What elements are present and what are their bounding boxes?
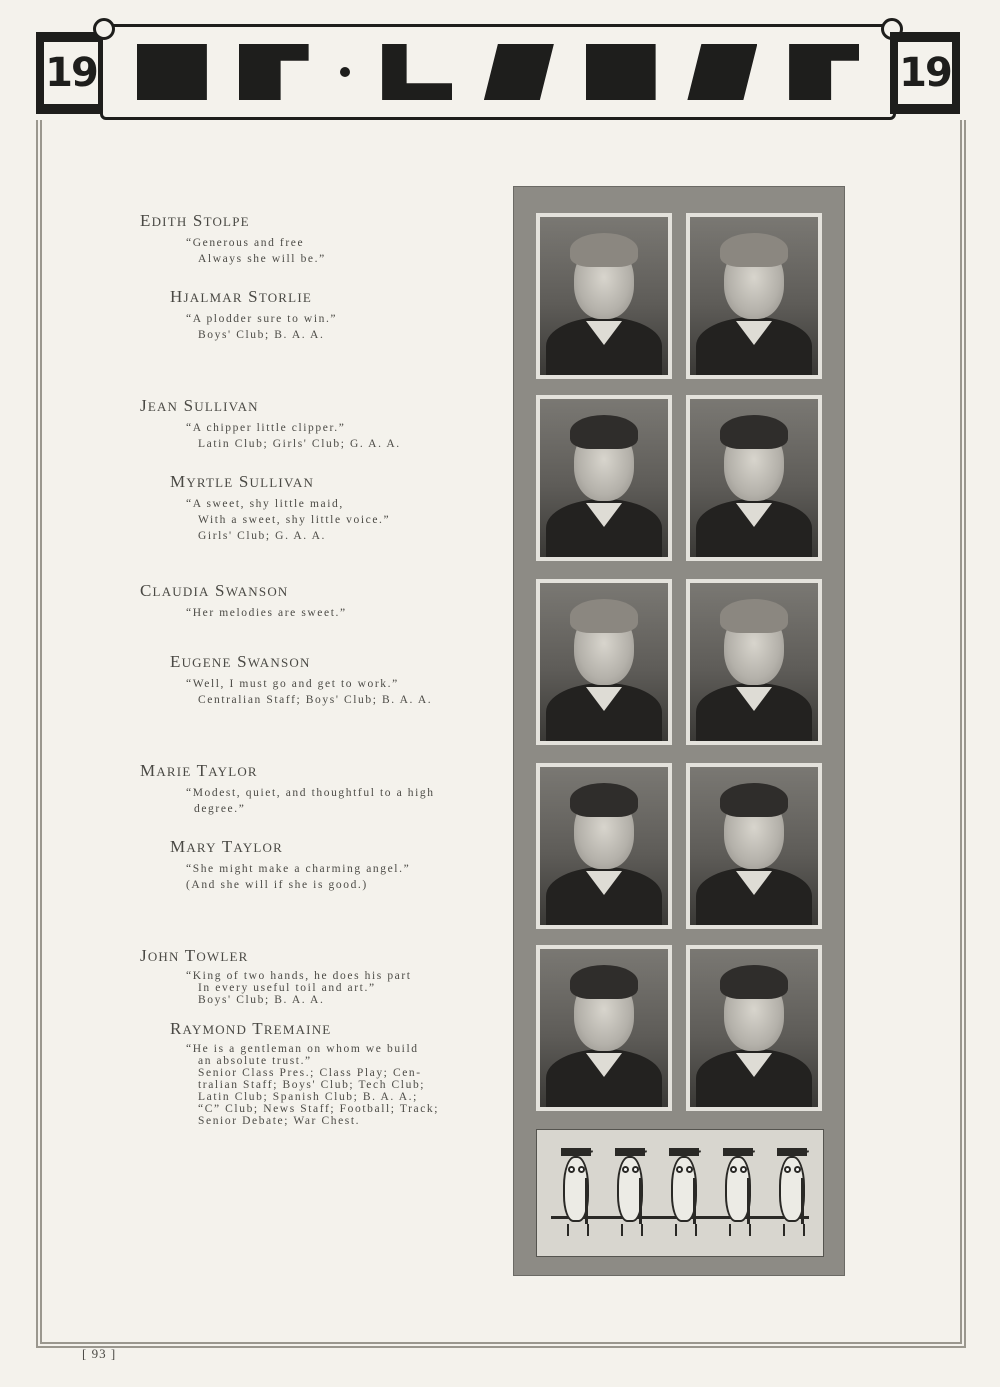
activities-line: Boys' Club; B. A. A. — [198, 994, 325, 1006]
decorative-glyph — [586, 44, 656, 100]
senior-entry — [140, 761, 435, 817]
quote-line: Always she will be.” — [198, 253, 326, 265]
senior-name — [170, 472, 390, 493]
decorative-glyph — [239, 44, 309, 100]
portrait-photo — [536, 763, 672, 929]
senior-entry — [170, 837, 410, 893]
last-name: TAYLOR — [196, 761, 258, 780]
quote-line: (And she will if she is good.) — [186, 879, 368, 891]
portrait-photo — [686, 763, 822, 929]
last-name: STORLIE — [248, 287, 312, 306]
activities-line: Latin Club; Girls' Club; G. A. A. — [198, 438, 401, 450]
last-name: SWANSON — [237, 652, 311, 671]
portrait-row — [514, 763, 844, 939]
last-name: TREMAINE — [252, 1019, 332, 1038]
senior-name — [170, 837, 410, 858]
quote-line: “A plodder sure to win.” — [186, 313, 338, 325]
portrait-photo — [536, 395, 672, 561]
portrait-photo — [686, 395, 822, 561]
last-name: SWANSON — [215, 581, 289, 600]
year-left-label: 19 — [44, 42, 98, 104]
senior-name — [140, 946, 412, 967]
owl-figure — [559, 1148, 593, 1238]
first-name: JOHN — [140, 946, 180, 965]
activities-line: Boys' Club; B. A. A. — [198, 329, 325, 341]
senior-name — [140, 396, 401, 417]
decorative-glyph — [687, 44, 757, 100]
year-right-label: 19 — [898, 42, 952, 104]
quote-line: With a sweet, shy little voice.” — [198, 514, 391, 526]
owl-figure — [775, 1148, 809, 1238]
activities-line: “C” Club; News Staff; Football; Track; — [198, 1103, 440, 1115]
first-name: EUGENE — [170, 652, 232, 671]
portrait-photo — [536, 945, 672, 1111]
portrait-photo — [686, 579, 822, 745]
senior-name — [170, 652, 432, 673]
last-name: TOWLER — [184, 946, 249, 965]
portrait-panel — [513, 186, 845, 1276]
first-name: MYRTLE — [170, 472, 234, 491]
quote-line: “He is a gentleman on whom we build — [186, 1043, 419, 1055]
first-name: JEAN — [140, 396, 179, 415]
quote-line: “Well, I must go and get to work.” — [186, 678, 399, 690]
quote-line: an absolute trust.” — [198, 1055, 312, 1067]
portrait-row — [514, 579, 844, 755]
decorative-glyph — [789, 44, 859, 100]
quote-line: “Her melodies are sweet.” — [186, 607, 347, 619]
activities-line: Senior Class Pres.; Class Play; Cen- — [198, 1067, 422, 1079]
activities-line: Senior Debate; War Chest. — [198, 1115, 361, 1127]
page-number: [ 93 ] — [82, 1346, 117, 1361]
owl-figure — [667, 1148, 701, 1238]
activities-line: Centralian Staff; Boys' Club; B. A. A. — [198, 694, 433, 706]
senior-name — [170, 287, 337, 308]
senior-entry — [140, 581, 347, 621]
senior-entry — [170, 1019, 439, 1127]
senior-entry — [170, 472, 390, 544]
year-block-right — [890, 32, 960, 114]
quote-line: In every useful toil and art.” — [198, 982, 376, 994]
senior-entry — [140, 946, 412, 1006]
quote-line: “King of two hands, he does his part — [186, 970, 412, 982]
last-name: STOLPE — [192, 211, 250, 230]
owl-figure — [721, 1148, 755, 1238]
activities-line: tralian Staff; Boys' Club; Tech Club; — [198, 1079, 426, 1091]
activities-line: Latin Club; Spanish Club; B. A. A.; — [198, 1091, 418, 1103]
portrait-photo — [686, 945, 822, 1111]
quote-line: “She might make a charming angel.” — [186, 863, 411, 875]
portrait-row — [514, 945, 844, 1121]
graduate-owls-illustration — [536, 1129, 824, 1257]
portrait-photo — [536, 213, 672, 379]
senior-entry — [140, 211, 326, 267]
portrait-row — [514, 213, 844, 389]
banner-title-frame — [100, 24, 896, 120]
senior-name — [140, 211, 326, 232]
decorative-dot — [340, 67, 350, 77]
senior-entry — [170, 287, 337, 343]
senior-name — [170, 1019, 439, 1040]
quote-line: “A sweet, shy little maid, — [186, 498, 344, 510]
decorative-glyph — [137, 44, 207, 100]
decorative-glyph — [484, 44, 554, 100]
quote-line: “A chipper little clipper.” — [186, 422, 346, 434]
first-name: CLAUDIA — [140, 581, 210, 600]
first-name: RAYMOND — [170, 1019, 248, 1038]
last-name: TAYLOR — [221, 837, 284, 856]
year-block-left — [36, 32, 106, 114]
yearbook-header-banner — [36, 22, 960, 120]
last-name: SULLIVAN — [238, 472, 315, 491]
senior-name — [140, 761, 435, 782]
first-name: MARY — [170, 837, 217, 856]
senior-entry — [140, 396, 401, 452]
senior-entry — [170, 652, 432, 708]
last-name: SULLIVAN — [183, 396, 259, 415]
activities-line: Girls' Club; G. A. A. — [198, 530, 327, 542]
quote-line: “Modest, quiet, and thoughtful to a high — [186, 787, 435, 799]
quote-line: “Generous and free — [186, 237, 305, 249]
first-name: HJALMAR — [170, 287, 243, 306]
portrait-photo — [686, 213, 822, 379]
portrait-row — [514, 395, 844, 571]
owl-figure — [613, 1148, 647, 1238]
first-name: EDITH — [140, 211, 188, 230]
quote-line: degree.” — [194, 803, 246, 815]
senior-name — [140, 581, 347, 602]
decorative-glyph — [382, 44, 452, 100]
first-name: MARIE — [140, 761, 192, 780]
portrait-photo — [536, 579, 672, 745]
banner-decorative-lettering — [121, 37, 875, 107]
